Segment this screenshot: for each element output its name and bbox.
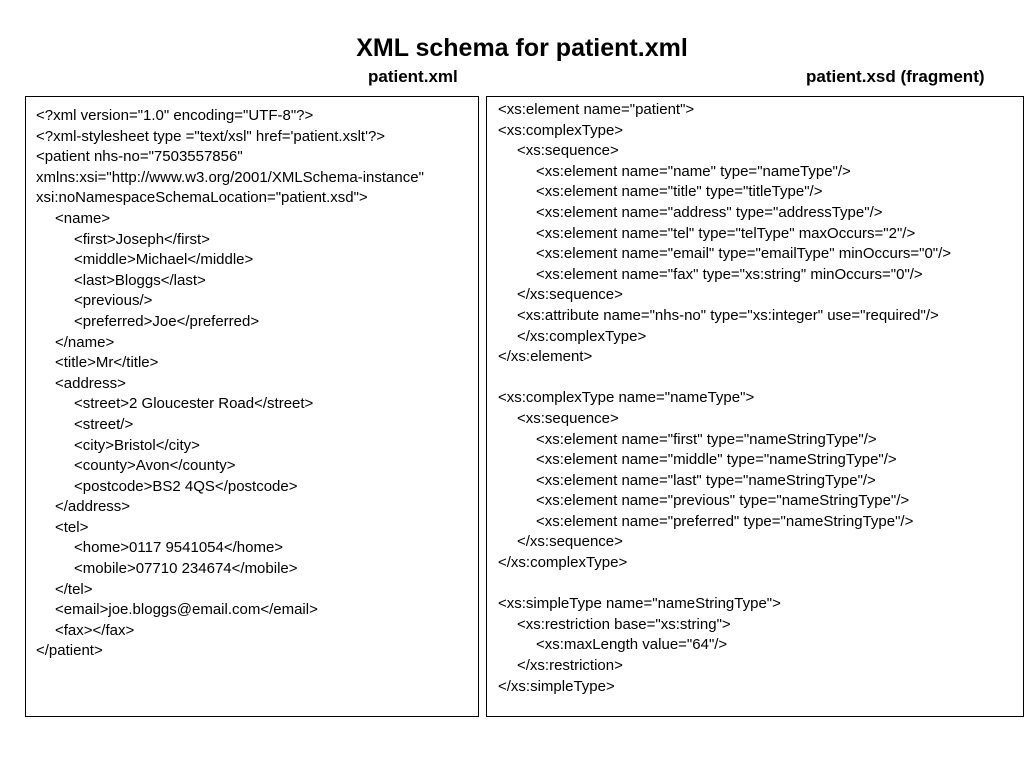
xsd-code-line: <xs:complexType name="nameType"> <box>498 389 755 407</box>
xsd-code-line: <xs:element name="title" type="titleType"/> <box>536 183 823 201</box>
xml-code-panel <box>25 96 479 717</box>
xsd-code-line: <xs:element name="preferred" type="nameStringType"/> <box>536 512 914 530</box>
xsd-code-line: <xs:element name="address" type="addressType"/> <box>536 203 883 221</box>
page-title: XML schema for patient.xml <box>356 34 688 62</box>
xml-panel-caption: patient.xml <box>368 67 458 86</box>
xml-code-line: <county>Avon</county> <box>74 457 236 475</box>
xml-code-line: <street/> <box>74 415 134 433</box>
xml-code-line: </name> <box>55 333 115 351</box>
xml-code-line: <name> <box>55 209 111 227</box>
xml-code-line: <patient nhs-no="7503557856" <box>36 148 243 166</box>
xsd-code-line: <xs:sequence> <box>517 142 619 160</box>
xsd-code-line: <xs:element name="first" type="nameStringType"/> <box>536 430 877 448</box>
xml-code-line: xmlns:xsi="http://www.w3.org/2001/XMLSchema-instance" <box>36 168 424 186</box>
xsd-code-panel <box>486 96 1024 717</box>
xml-code-line: <home>0117 9541054</home> <box>74 539 284 557</box>
xsd-code-line: <xs:element name="patient"> <box>498 101 695 118</box>
xml-code-line: <first>Joseph</first> <box>74 230 210 248</box>
xml-code-line: </address> <box>55 498 131 516</box>
xml-code-line: <tel> <box>55 518 89 536</box>
xsd-code-line: <xs:element name="middle" type="nameStringType"/> <box>536 451 897 469</box>
xsd-code-line: </xs:complexType> <box>517 327 647 345</box>
xsd-code-line <box>498 368 1023 389</box>
xsd-code-line: </xs:simpleType> <box>498 677 615 695</box>
xsd-code-line: <xs:element name="email" type="emailType" minOccurs="0"/> <box>536 245 952 263</box>
xsd-code-line: <xs:restriction base="xs:string"> <box>517 615 731 633</box>
xml-code-line: <street>2 Gloucester Road</street> <box>74 395 314 413</box>
xsd-code-line: </xs:sequence> <box>517 286 623 304</box>
xsd-code-line: </xs:sequence> <box>517 533 623 551</box>
xsd-code-line: <xs:element name="last" type="nameStringType"/> <box>536 471 876 489</box>
xml-code-line: </patient> <box>36 642 103 660</box>
xml-code-line: <last>Bloggs</last> <box>74 271 206 289</box>
xml-code-line: <fax></fax> <box>55 621 135 639</box>
xsd-code-line: <xs:complexType> <box>498 121 624 139</box>
xml-code-line: <city>Bristol</city> <box>74 436 200 454</box>
xml-code-line: </tel> <box>55 580 93 598</box>
xsd-code-line: <xs:simpleType name="nameStringType"> <box>498 595 781 613</box>
xml-code-line: <middle>Michael</middle> <box>74 251 254 269</box>
xsd-code-line: <xs:element name="name" type="nameType"/> <box>536 162 851 180</box>
xml-code-line: <title>Mr</title> <box>55 354 159 372</box>
xsd-code-line: </xs:complexType> <box>498 554 628 572</box>
xml-code-line: <previous/> <box>74 292 153 310</box>
xml-code-line: <mobile>07710 234674</mobile> <box>74 560 298 578</box>
xsd-code-line <box>498 574 1023 595</box>
xsd-code-line: <xs:element name="previous" type="nameStringType"/> <box>536 492 910 510</box>
xsd-panel-caption: patient.xsd (fragment) <box>806 67 985 86</box>
xsd-code-line: </xs:restriction> <box>517 657 623 675</box>
xml-code-line: <?xml-stylesheet type ="text/xsl" href='patient.xslt'?> <box>36 127 386 145</box>
xml-code-line: <preferred>Joe</preferred> <box>74 312 260 330</box>
xsd-code-line: <xs:maxLength value="64"/> <box>536 636 728 654</box>
xml-code-line: <postcode>BS2 4QS</postcode> <box>74 477 298 495</box>
xsd-code-line: <xs:sequence> <box>517 409 619 427</box>
xsd-code-line: <xs:element name="fax" type="xs:string" minOccurs="0"/> <box>536 265 923 283</box>
xml-code-line: <address> <box>55 374 126 392</box>
xml-code-line: xsi:noNamespaceSchemaLocation="patient.xsd"> <box>36 189 368 207</box>
xsd-code-line: <xs:element name="tel" type="telType" maxOccurs="2"/> <box>536 224 916 242</box>
xsd-code-line: <xs:attribute name="nhs-no" type="xs:integer" use="required"/> <box>517 306 939 324</box>
xml-code-line: <?xml version="1.0" encoding="UTF-8"?> <box>36 107 314 124</box>
xml-code-line: <email>joe.bloggs@email.com</email> <box>55 601 318 619</box>
xsd-code-line: </xs:element> <box>498 348 593 366</box>
